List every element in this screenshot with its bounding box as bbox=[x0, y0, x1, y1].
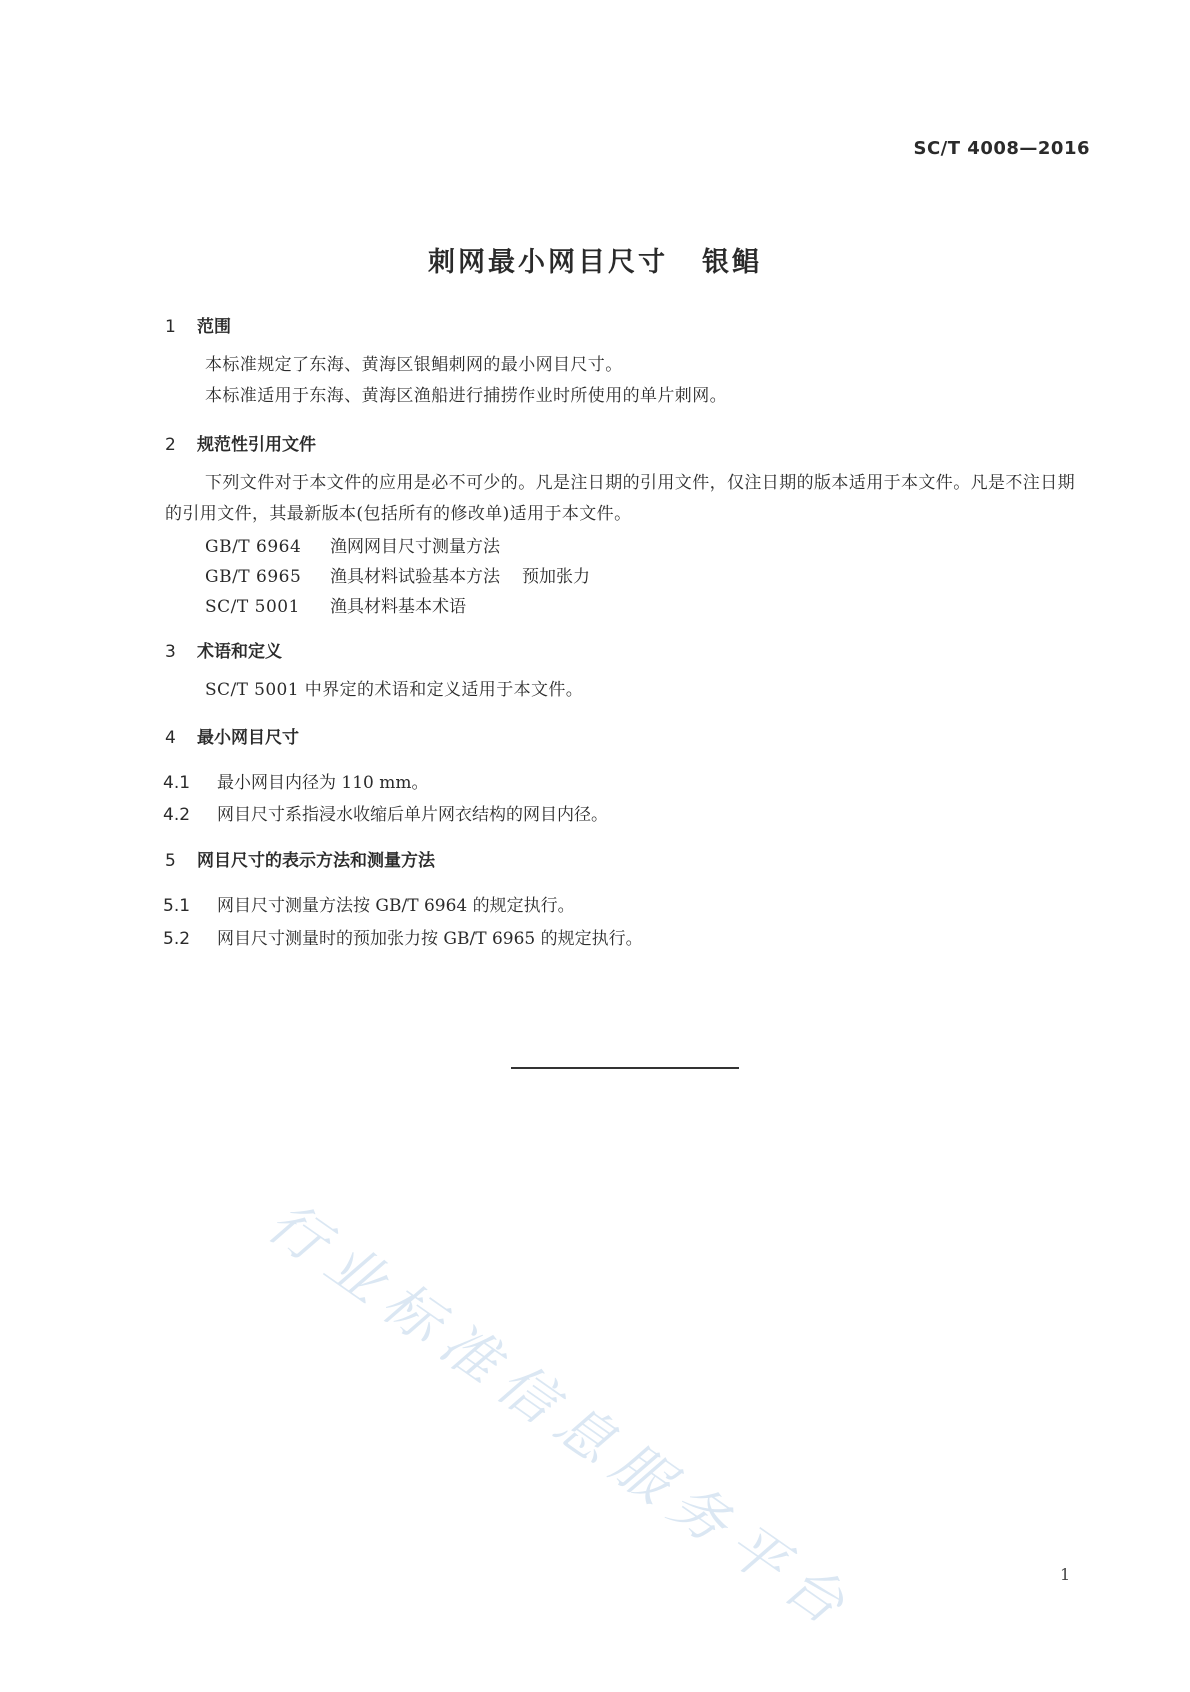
section-3-paragraph: SC/T 5001 中界定的术语和定义适用于本文件。 bbox=[205, 680, 584, 700]
section-heading-4: 4 最小网目尺寸 bbox=[165, 728, 299, 748]
end-rule bbox=[511, 1067, 739, 1069]
section-1-paragraph: 本标准规定了东海、黄海区银鲳刺网的最小网目尺寸。 bbox=[205, 355, 623, 375]
document-title-main: 刺网最小网目尺寸 bbox=[428, 247, 668, 278]
reference-item: GB/T 6964 渔网网目尺寸测量方法 bbox=[205, 537, 500, 557]
document-title bbox=[0, 240, 1190, 279]
clause-5-1: 5.1 网目尺寸测量方法按 GB/T 6964 的规定执行。 bbox=[163, 896, 575, 916]
page-number: 1 bbox=[1060, 1565, 1071, 1584]
section-heading-2: 2 规范性引用文件 bbox=[165, 435, 316, 455]
section-1-paragraph: 本标准适用于东海、黄海区渔船进行捕捞作业时所使用的单片刺网。 bbox=[205, 386, 727, 406]
reference-item: SC/T 5001 渔具材料基本术语 bbox=[205, 597, 466, 617]
standard-code: SC/T 4008—2016 bbox=[913, 138, 1090, 159]
section-heading-1: 1 范围 bbox=[165, 317, 231, 337]
document-title-sub: 银鲳 bbox=[702, 247, 762, 278]
section-heading-5: 5 网目尺寸的表示方法和测量方法 bbox=[165, 851, 435, 871]
clause-4-2: 4.2 网目尺寸系指浸水收缩后单片网衣结构的网目内径。 bbox=[163, 805, 608, 825]
clause-5-2: 5.2 网目尺寸测量时的预加张力按 GB/T 6965 的规定执行。 bbox=[163, 929, 643, 949]
section-heading-3: 3 术语和定义 bbox=[165, 642, 282, 662]
reference-item: GB/T 6965 渔具材料试验基本方法 预加张力 bbox=[205, 567, 590, 587]
clause-4-1: 4.1 最小网目内径为 110 mm。 bbox=[163, 773, 429, 793]
watermark: 行业标准信息服务平台 bbox=[255, 1189, 867, 1645]
section-2-intro: 下列文件对于本文件的应用是必不可少的。凡是注日期的引用文件，仅注日期的版本适用于本文件。凡是不注日期的引用文件，其最新版本(包括所有的修改单)适用于本文件。 bbox=[165, 473, 1075, 524]
